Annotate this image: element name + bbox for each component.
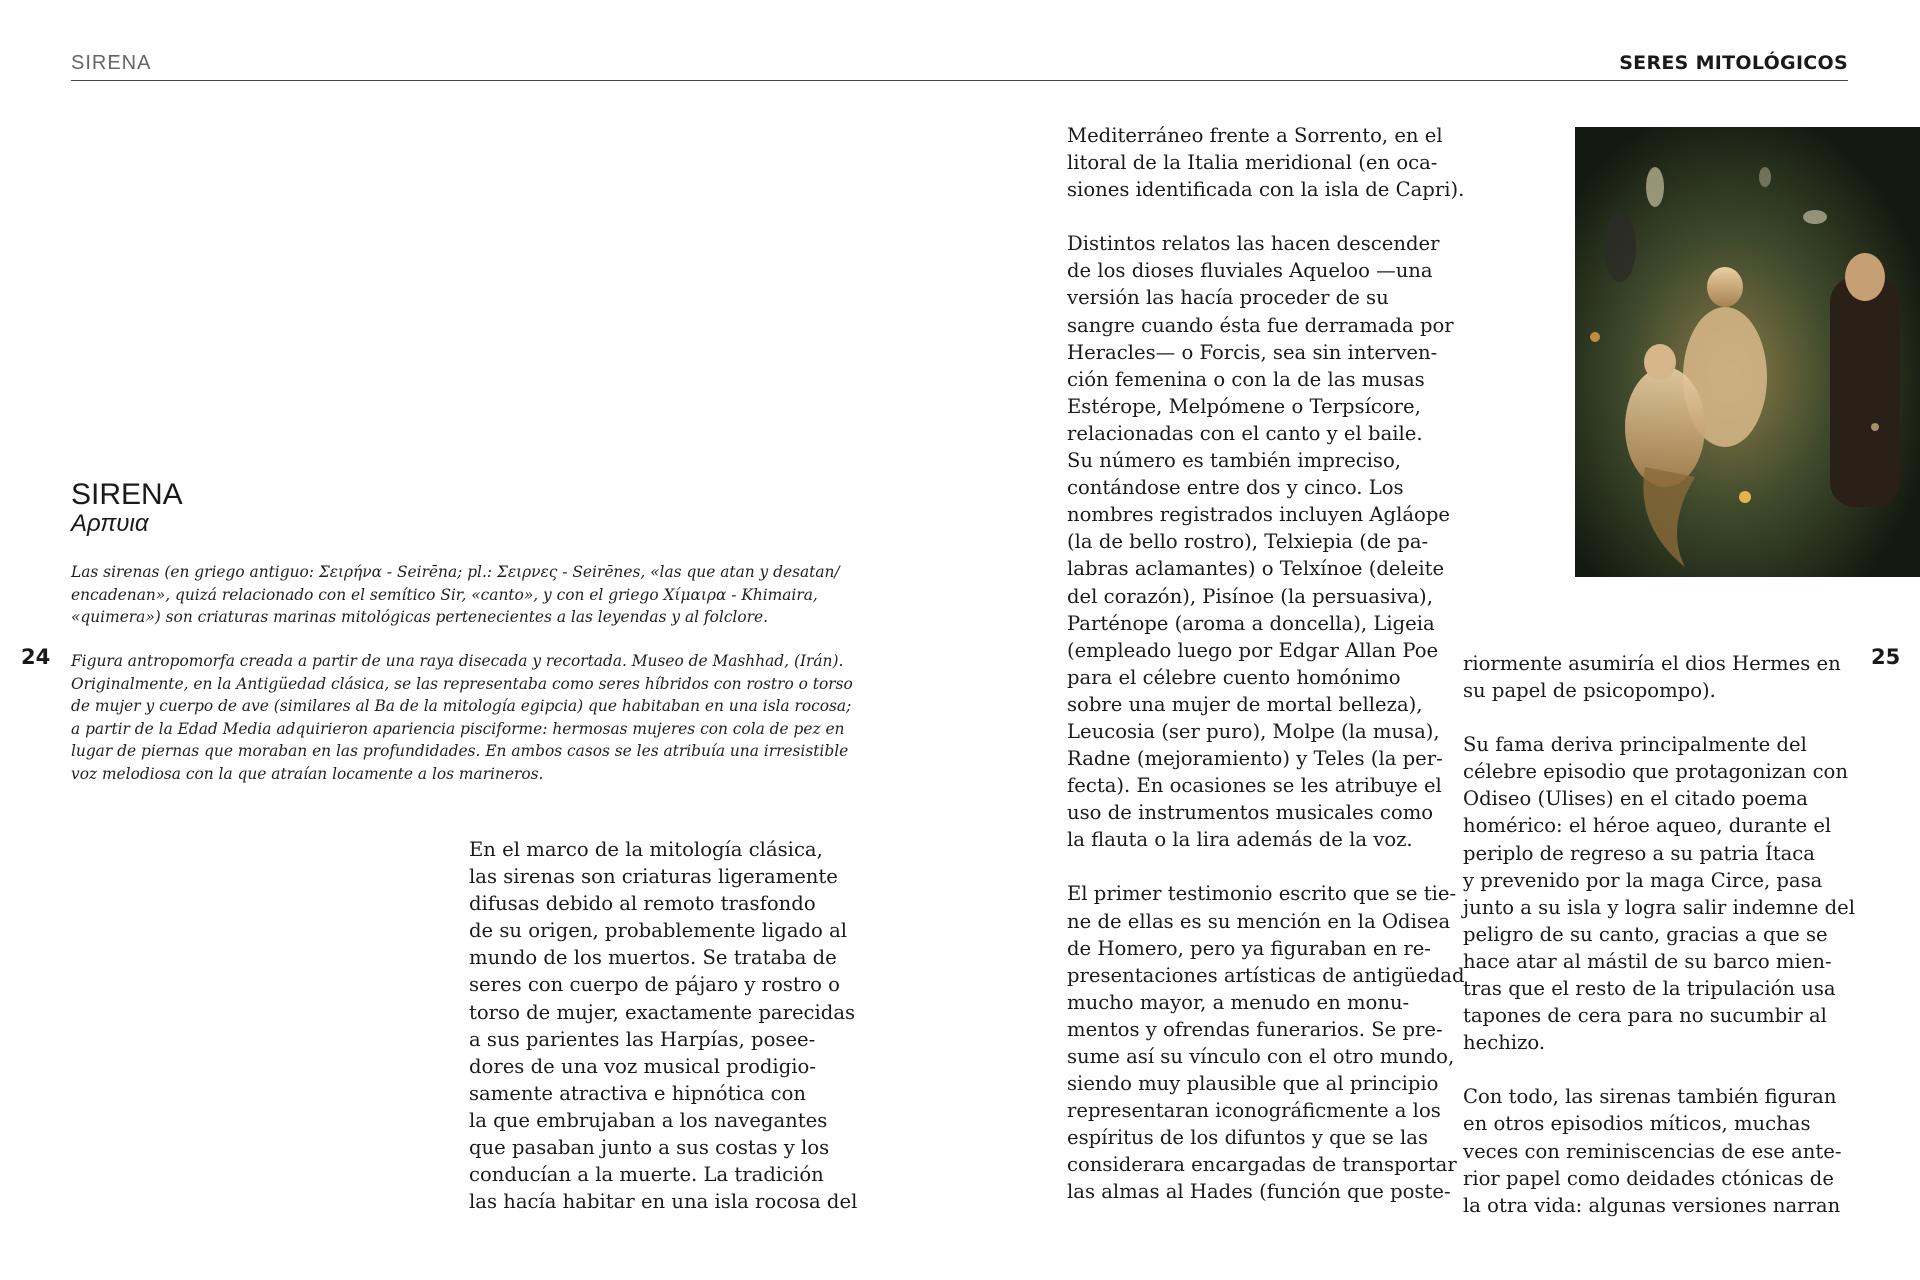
- body-text-line: litoral de la Italia meridional (en oca-: [1067, 151, 1438, 175]
- body-text-line: mucho mayor, a menudo en monu-: [1067, 990, 1410, 1014]
- body-text-line: Odiseo (Ulises) en el citado poema: [1463, 787, 1808, 811]
- body-text-line: nombres registrados incluyen Agláope: [1067, 503, 1450, 527]
- body-column-b: [1067, 122, 1465, 1206]
- body-text-line: veces con reminiscencias de ese ante-: [1463, 1139, 1842, 1163]
- body-text-line: dores de una voz musical prodigio-: [469, 1054, 816, 1078]
- body-text-line: labras aclamantes) o Telxínoe (deleite: [1067, 557, 1445, 581]
- body-text-line: del corazón), Pisínoe (la persuasiva),: [1067, 584, 1433, 608]
- body-text-line: mentos y ofrendas funerarios. Se pre-: [1067, 1017, 1443, 1041]
- body-column-a: [469, 836, 857, 1215]
- caption-line: encadenan», quizá relacionado con el semítico Sir, «canto», y con el griego Χίμαιρα - Khimaira,: [71, 585, 818, 604]
- caption-line: lugar de piernas que moraban en las profundidades. En ambos casos se les atribuía una irresistible: [71, 742, 849, 760]
- header-divider: [71, 80, 1848, 81]
- page-number-right: 25: [1871, 645, 1901, 669]
- entry-title: SIRENA: [71, 478, 183, 511]
- body-text-line: versión las hacía proceder de su: [1067, 286, 1389, 310]
- caption-line: Las sirenas (en griego antiguo: Σειρήνα - Seirēna; pl.: Σειρνες - Seirēnes, «las que atan y desatan/: [71, 563, 840, 581]
- body-text-line: las sirenas son criaturas ligeramente: [469, 865, 838, 889]
- caption-line: Figura antropomorfa creada a partir de una raya disecada y recortada. Museo de Mashhad, (Irán).: [71, 652, 844, 670]
- body-text-line: hace atar al mástil de su barco mien-: [1463, 949, 1832, 973]
- paragraph-gap: [1463, 1056, 1855, 1083]
- page-number-left: 24: [21, 645, 51, 669]
- body-text-line: Parténope (aroma a doncella), Ligeia: [1067, 611, 1435, 635]
- body-text-line: ne de ellas es su mención en la Odisea: [1067, 909, 1451, 933]
- body-text-line: sobre una mujer de mortal belleza),: [1067, 692, 1423, 716]
- body-text-line: peligro de su canto, gracias a que se: [1463, 922, 1828, 946]
- body-text-line: conducían a la muerte. La tradición: [469, 1163, 824, 1187]
- body-text-line: En el marco de la mitología clásica,: [469, 838, 823, 861]
- body-text-line: Mediterráneo frente a Sorrento, en el: [1067, 124, 1443, 147]
- body-text-line: la flauta o la lira además de la voz.: [1067, 828, 1413, 852]
- body-text-line: la que embrujaban a los navegantes: [469, 1108, 828, 1132]
- caption-line: de mujer y cuerpo de ave (similares al Ba de la mitología egipcia) que habitaban en una isla rocosa;: [71, 697, 852, 715]
- mermaid-painting-image: [1575, 127, 1920, 577]
- body-text-line: (la de bello rostro), Telxiepia (de pa-: [1067, 530, 1429, 554]
- body-text-line: célebre episodio que protagonizan con: [1463, 760, 1848, 784]
- body-text-line: Con todo, las sirenas también figuran: [1463, 1085, 1837, 1109]
- body-text-line: sume así su vínculo con el otro mundo,: [1067, 1045, 1455, 1068]
- body-text-line: torso de mujer, exactamente parecidas: [469, 1000, 856, 1024]
- body-text-line: hechizo.: [1463, 1031, 1546, 1055]
- body-text-line: su papel de psicopompo).: [1463, 679, 1716, 703]
- body-text-line: Distintos relatos las hacen descender: [1067, 232, 1440, 256]
- entry-subtitle: Αρπυια: [71, 510, 149, 537]
- body-text-line: Radne (mejoramiento) y Teles (la per-: [1067, 747, 1443, 771]
- body-text-line: junto a su isla y logra salir indemne del: [1463, 895, 1856, 919]
- figure-caption: [71, 650, 871, 785]
- body-text-line: seres con cuerpo de pájaro y rostro o: [469, 973, 840, 997]
- paragraph-gap: [1067, 203, 1465, 230]
- body-text-line: rior papel como deidades ctónicas de: [1463, 1166, 1834, 1190]
- body-text-line: en otros episodios míticos, muchas: [1463, 1112, 1811, 1136]
- caption-line: voz melodiosa con la que atraían locamente a los marineros.: [71, 764, 544, 783]
- caption-line: Originalmente, en la Antigüedad clásica, se las representaba como seres híbridos con rostro o torso: [71, 674, 853, 693]
- body-text-line: riormente asumiría el dios Hermes en: [1463, 652, 1841, 675]
- body-text-line: uso de instrumentos musicales como: [1067, 801, 1434, 825]
- body-text-line: samente atractiva e hipnótica con: [469, 1081, 807, 1105]
- body-text-line: sangre cuando ésta fue derramada por: [1067, 313, 1454, 337]
- body-text-line: la otra vida: algunas versiones narran: [1463, 1193, 1841, 1217]
- body-column-c: [1463, 650, 1855, 1219]
- running-header-right: SERES MITOLÓGICOS: [1619, 52, 1848, 74]
- body-text-line: espíritus de los difuntos y que se las: [1067, 1126, 1429, 1150]
- paragraph-gap: [1067, 853, 1465, 880]
- body-text-line: a sus parientes las Harpías, posee-: [469, 1027, 816, 1051]
- body-text-line: fecta). En ocasiones se les atribuye el: [1067, 774, 1442, 798]
- body-text-line: siones identificada con la isla de Capri).: [1067, 178, 1465, 202]
- body-text-line: Su número es también impreciso,: [1067, 449, 1402, 473]
- body-text-line: difusas debido al remoto trasfondo: [469, 892, 816, 916]
- body-text-line: ción femenina o con la de las musas: [1067, 367, 1425, 391]
- body-text-line: Leucosia (ser puro), Molpe (la musa),: [1067, 719, 1440, 743]
- body-text-line: contándose entre dos y cinco. Los: [1067, 476, 1404, 500]
- body-text-line: mundo de los muertos. Se trataba de: [469, 946, 837, 970]
- body-text-line: de Homero, pero ya figuraban en re-: [1067, 936, 1431, 960]
- body-text-line: homérico: el héroe aqueo, durante el: [1463, 814, 1832, 838]
- body-text-line: para el célebre cuento homónimo: [1067, 665, 1401, 689]
- body-text-line: de su origen, probablemente ligado al: [469, 919, 848, 943]
- body-text-line: (empleado luego por Edgar Allan Poe: [1067, 638, 1439, 662]
- body-text-line: las hacía habitar en una isla rocosa del: [469, 1190, 858, 1214]
- body-text-line: tras que el resto de la tripulación usa: [1463, 977, 1836, 1001]
- intro-caption: [71, 561, 871, 629]
- painting-illustration: [1575, 127, 1920, 577]
- paragraph-gap: [1463, 704, 1855, 731]
- caption-line: a partir de la Edad Media adquirieron apariencia pisciforme: hermosas mujeres con cola de pez en: [71, 719, 845, 738]
- body-text-line: Su fama deriva principalmente del: [1463, 733, 1807, 757]
- body-text-line: relacionadas con el canto y el baile.: [1067, 421, 1423, 445]
- body-text-line: El primer testimonio escrito que se tie-: [1067, 882, 1457, 906]
- running-header-left: SIRENA: [71, 52, 152, 74]
- caption-line: «quimera») son criaturas marinas mitológicas pertenecientes a las leyendas y al folclore.: [71, 608, 768, 626]
- body-text-line: considerara encargadas de transportar: [1067, 1153, 1457, 1177]
- body-text-line: periplo de regreso a su patria Ítaca: [1463, 841, 1815, 865]
- body-text-line: y prevenido por la maga Circe, pasa: [1463, 868, 1823, 892]
- body-text-line: las almas al Hades (función que poste-: [1067, 1180, 1451, 1204]
- body-text-line: tapones de cera para no sucumbir al: [1463, 1004, 1827, 1028]
- body-text-line: Heracles— o Forcis, sea sin interven-: [1067, 340, 1438, 364]
- body-text-line: siendo muy plausible que al principio: [1067, 1072, 1439, 1096]
- body-text-line: presentaciones artísticas de antigüedad: [1067, 963, 1465, 987]
- body-text-line: Estérope, Melpómene o Terpsícore,: [1067, 394, 1421, 418]
- body-text-line: que pasaban junto a sus costas y los: [469, 1136, 830, 1160]
- body-text-line: representaran iconográficmente a los: [1067, 1099, 1441, 1123]
- body-text-line: de los dioses fluviales Aqueloo —una: [1067, 259, 1433, 283]
